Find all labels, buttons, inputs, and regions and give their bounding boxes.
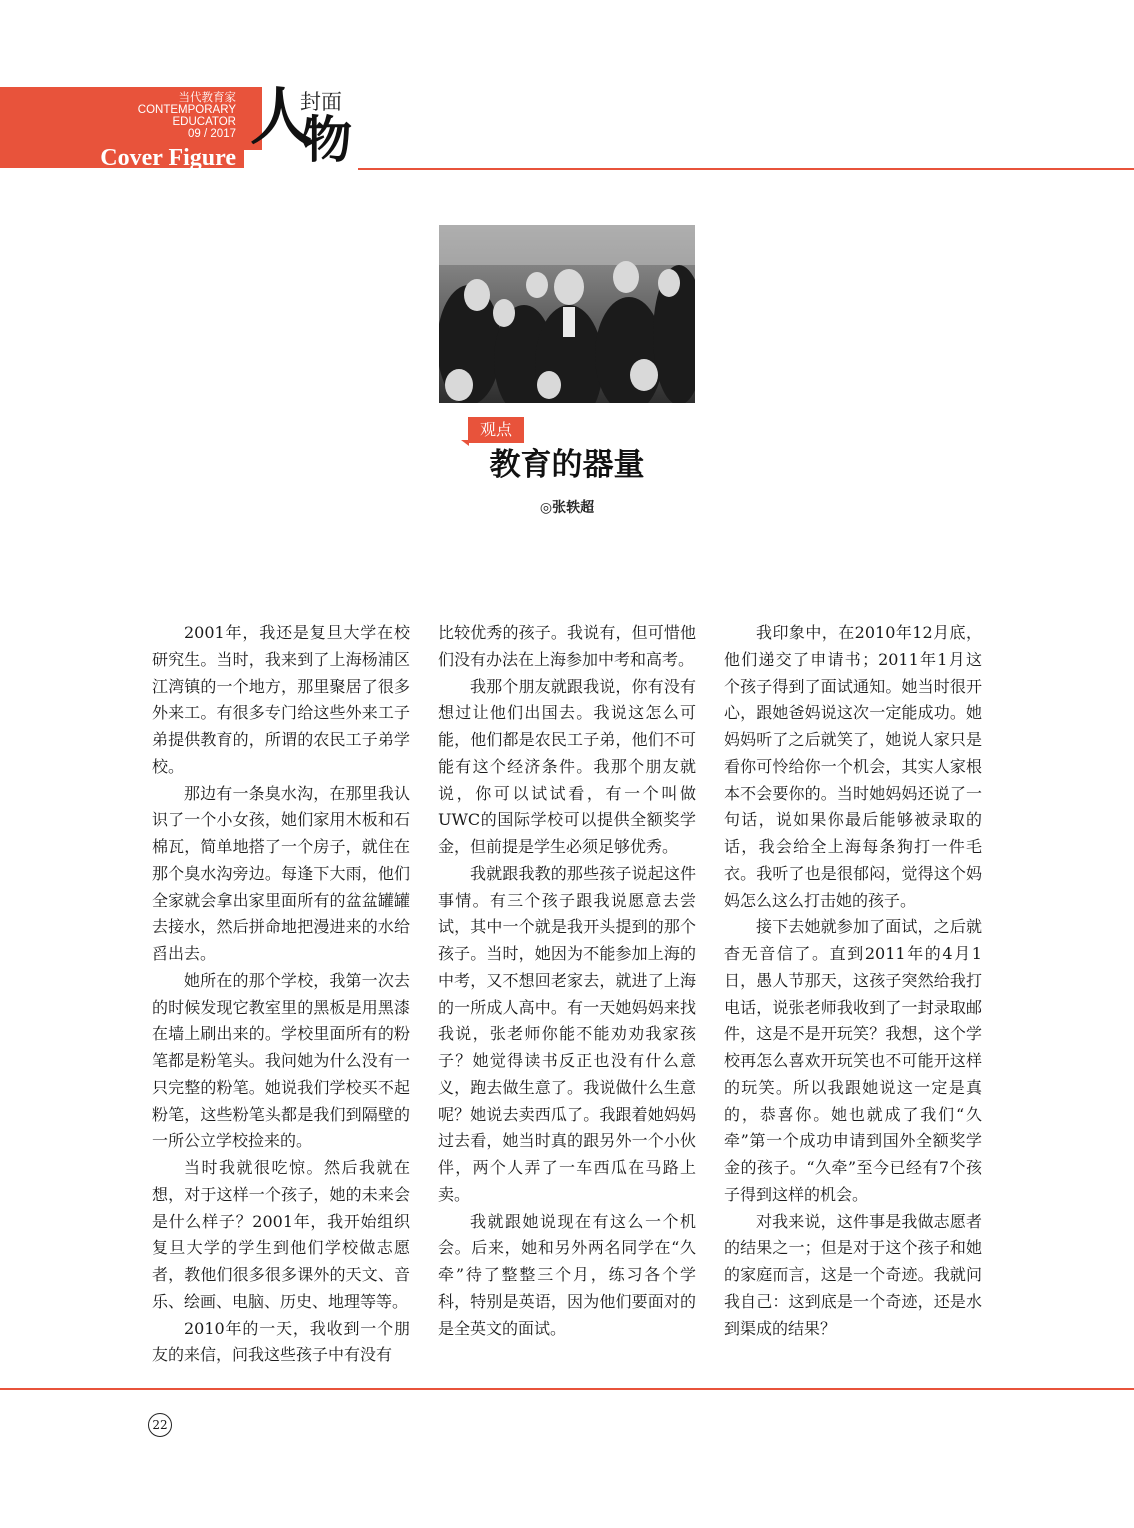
magazine-name-cn: 当代教育家 [178, 92, 236, 104]
body-paragraph: 2001年，我还是复旦大学在校研究生。当时，我来到了上海杨浦区江湾镇的一个地方，那里聚居了很多外来工。有很多专门给这些外来工子弟提供教育的，所谓的农民工子弟学校。 [152, 623, 410, 776]
body-paragraph: 比较优秀的孩子。我说有，但可惜他们没有办法在上海参加中考和高考。 [438, 623, 696, 669]
body-paragraph: 我就跟我教的那些孩子说起这件事情。有三个孩子跟我说愿意去尝试，其中一个就是我开头提到的那个孩子。当时，她因为不能参加上海的中考，又不想回老家去，就进了上海的一所成人高中。有一天她妈妈来找我说，张老师你能不能劝劝我家孩子？她觉得读书反正也没有什么意义，跑去做生意了。我说做什么生意呢？她说去卖西瓜了。我跟着她妈妈过去看，她当时真的跟另外一个小伙伴，两个人弄了一车西瓜在马路上卖。 [438, 863, 696, 1204]
section-title-char-1: 人 [250, 80, 313, 153]
body-column-2 [438, 620, 696, 1342]
body-column-3 [724, 620, 982, 1342]
issue-number: 09 / 2017 [188, 128, 236, 140]
magazine-name-en-2: EDUCATOR [172, 116, 236, 128]
cover-photo [439, 225, 695, 403]
body-paragraph: 我印象中，在2010年12月底，他们递交了申请书；2011年1月这个孩子得到了面试通知。她当时很开心，跟她爸妈说这次一定能成功。她妈妈听了之后就笑了，她说人家只是看你可怜给你一个机会，其实人家根本不会要你的。当时她妈妈还说了一句话，说如果你最后能够被录取的话，我会给全上海每条狗打一件毛衣。我听了也是很郁闷，觉得这个妈妈怎么这么打击她的孩子。 [724, 623, 982, 910]
body-column-1 [152, 620, 410, 1369]
page-number: 22 [148, 1413, 172, 1437]
masthead [100, 92, 236, 172]
body-paragraph: 那边有一条臭水沟，在那里我认识了一个小女孩，她们家用木板和石棉瓦，简单地搭了一个房子，就住在那个臭水沟旁边。每逢下大雨，他们全家就会拿出家里面所有的盆盆罐罐去接水，然后拼命地把漫进来的水给舀出去。 [152, 783, 410, 963]
body-paragraph: 我那个朋友就跟我说，你有没有想过让他们出国去。我说这怎么可能，他们都是农民工子弟，他们不可能有这个经济条件。我那个朋友就说，你可以试试看，有一个叫做UWC的国际学校可以提供全额奖学金，但前提是学生必须足够优秀。 [438, 676, 696, 856]
section-title-small: 封面 [300, 90, 342, 114]
cover-photo-illustration [439, 225, 695, 403]
section-title-char-2: 物 [302, 111, 352, 169]
footer-rule [0, 1388, 1134, 1390]
body-paragraph: 对我来说，这件事是我做志愿者的结果之一；但是对于这个孩子和她的家庭而言，这是一个奇迹。我就问我自己：这到底是一个奇迹，还是水到渠成的结果？ [724, 1211, 982, 1338]
article-author: ◎张轶超 [539, 500, 595, 516]
body-paragraph: 我就跟她说现在有这么一个机会。后来，她和另外两名同学在“久牵”待了整整三个月，练习各个学科，特别是英语，因为他们要面对的是全英文的面试。 [438, 1211, 696, 1338]
body-paragraph: 接下去她就参加了面试，之后就杳无音信了。直到2011年的4月1日，愚人节那天，这孩子突然给我打电话，说张老师我收到了一封录取邮件，这是不是开玩笑？我想，这个学校再怎么喜欢开玩笑也不可能开这样的玩笑。所以我跟她说这一定是真的，恭喜你。她也就成了我们“久牵”第一个成功申请到国外全额奖学金的孩子。“久牵”至今已经有7个孩子得到这样的机会。 [724, 917, 982, 1204]
column-tag: 观点 [468, 417, 524, 443]
body-paragraph: 2010年的一天，我收到一个朋友的来信，问我这些孩子中有没有 [152, 1318, 410, 1365]
header-rule [358, 168, 1134, 170]
article-title: 教育的器量 [489, 447, 645, 483]
section-name-en: Cover Figure [100, 145, 236, 171]
body-paragraph: 当时我就很吃惊。然后我就在想，对于这样一个孩子，她的未来会是什么样子？2001年，我开始组织复旦大学的学生到他们学校做志愿者，教他们很多很多课外的天文、音乐、绘画、电脑、历史、地理等等。 [152, 1158, 410, 1311]
body-paragraph: 她所在的那个学校，我第一次去的时候发现它教室里的黑板是用黑漆在墙上刷出来的。学校里面所有的粉笔都是粉笔头。我问她为什么没有一只完整的粉笔。她说我们学校买不起粉笔，这些粉笔头都是我们到隔壁的一所公立学校捡来的。 [152, 970, 410, 1151]
magazine-name-en-1: CONTEMPORARY [137, 104, 236, 116]
